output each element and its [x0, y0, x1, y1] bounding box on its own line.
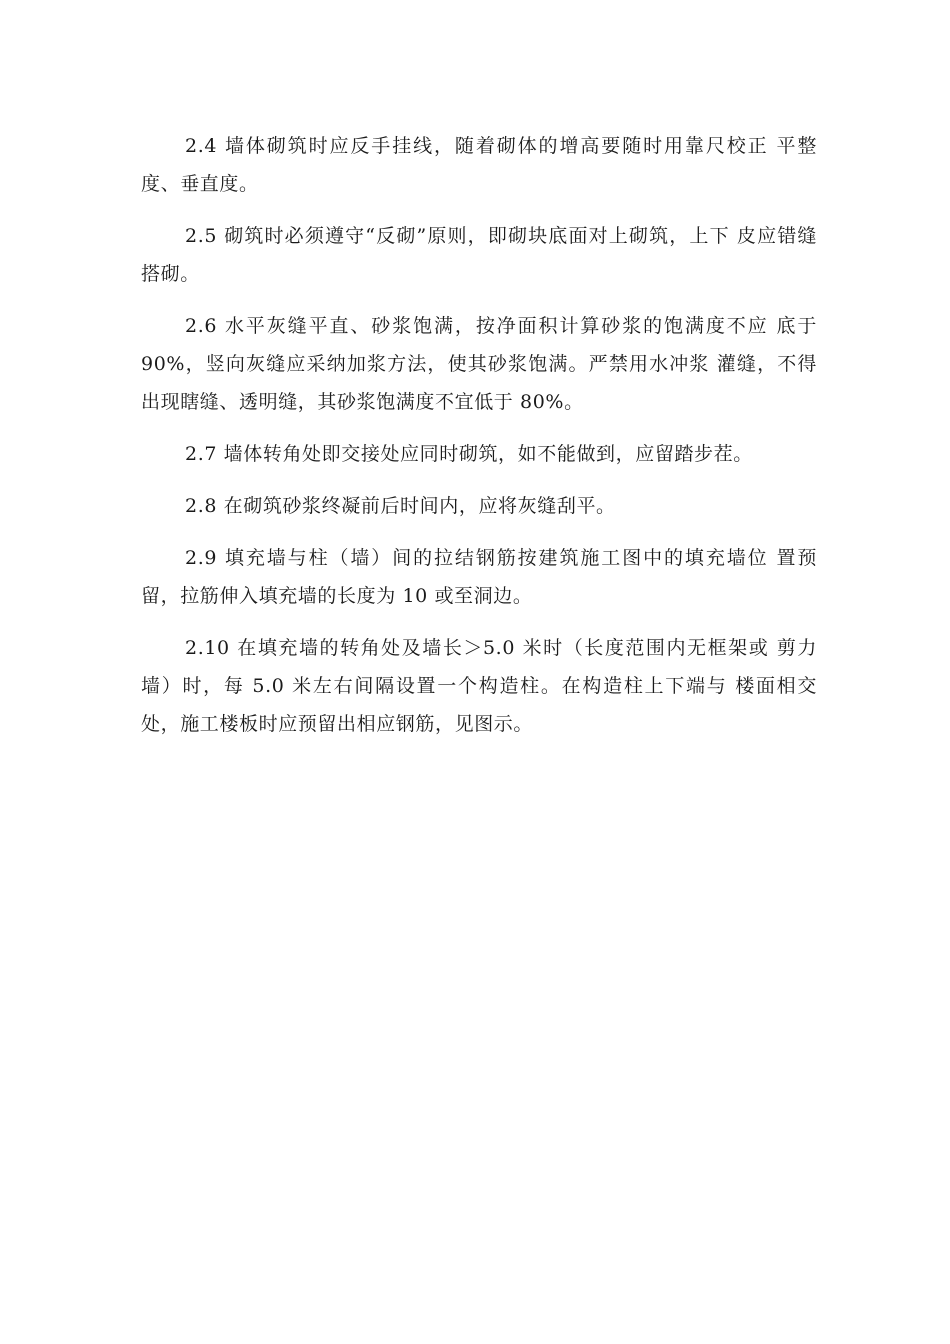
paragraph-2-6: 2.6 水平灰缝平直、砂浆饱满，按净面积计算砂浆的饱满度不应 底于 90%，竖向灰缝应采纳加浆方法，使其砂浆饱满。严禁用水冲浆 灌缝，不得出现瞎缝、透明缝，其砂浆饱满度不宜低于 80%。	[141, 315, 817, 413]
paragraph-2-5: 2.5 砌筑时必须遵守“反砌”原则，即砌块底面对上砌筑，上下 皮应错缝搭砌。	[141, 225, 817, 285]
paragraph-2-9: 2.9 填充墙与柱（墙）间的拉结钢筋按建筑施工图中的填充墙位 置预留，拉筋伸入填充墙的长度为 10 或至洞边。	[141, 547, 817, 607]
paragraph-2-7: 2.7 墙体转角处即交接处应同时砌筑，如不能做到，应留踏步茬。	[185, 443, 753, 465]
paragraph-2-8: 2.8 在砌筑砂浆终凝前后时间内，应将灰缝刮平。	[185, 495, 616, 517]
paragraph-2-10: 2.10 在填充墙的转角处及墙长＞5.0 米时（长度范围内无框架或 剪力墙）时，每 5.0 米左右间隔设置一个构造柱。在构造柱上下端与 楼面相交处，施工楼板时应预留出相应钢筋，见图示。	[141, 637, 817, 735]
paragraph-2-4: 2.4 墙体砌筑时应反手挂线，随着砌体的增高要随时用靠尺校正 平整度、垂直度。	[141, 135, 817, 195]
document-body	[141, 127, 817, 757]
